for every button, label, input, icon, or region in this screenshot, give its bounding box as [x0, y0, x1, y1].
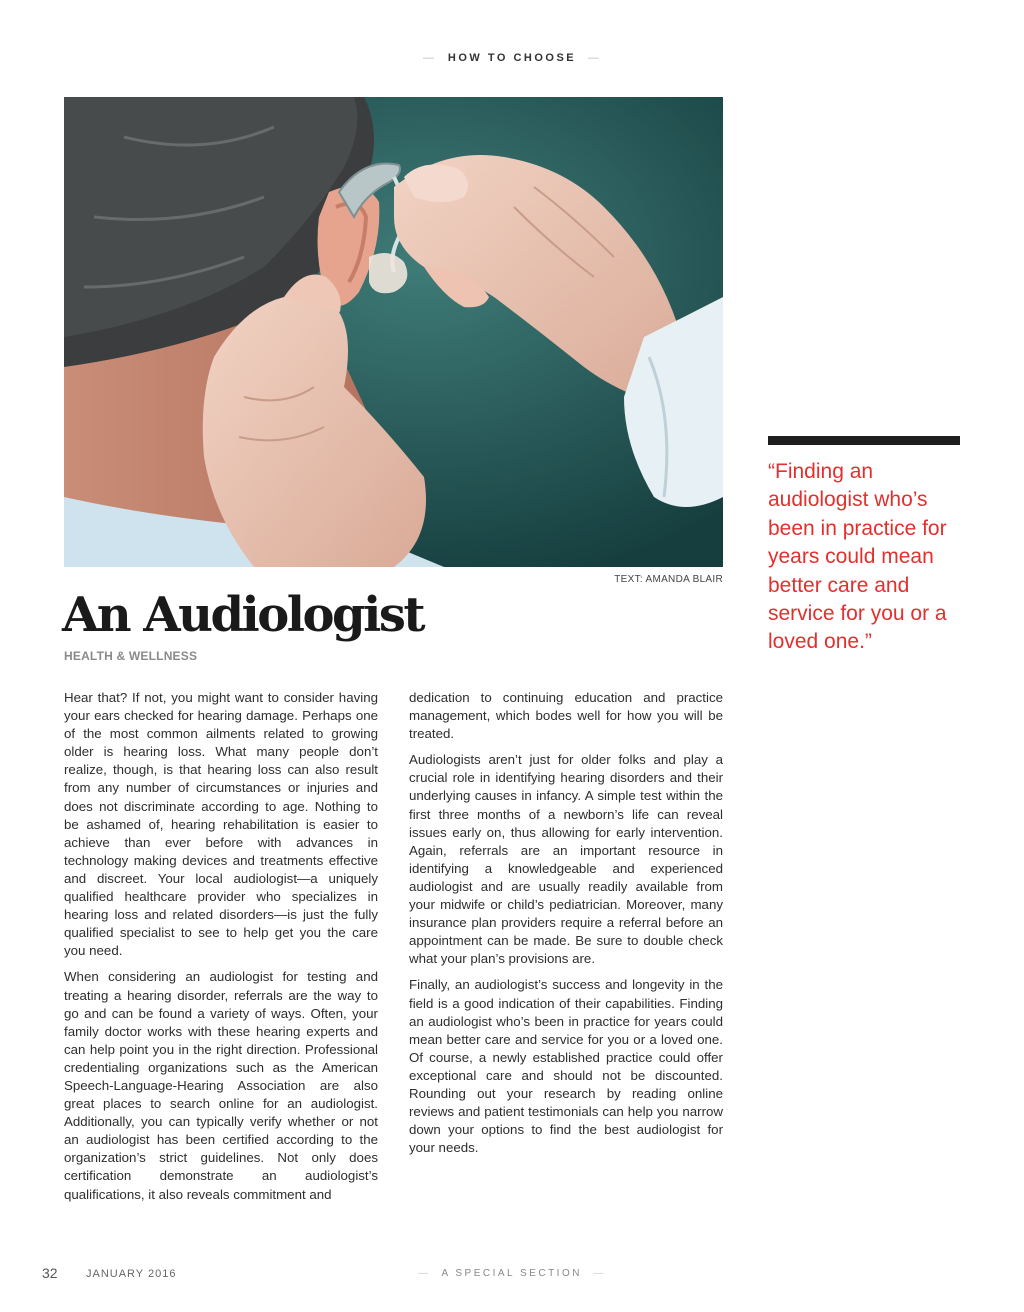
section-header [0, 52, 1024, 64]
pull-quote: “Finding an audiologist who’s been in practice for years could mean better care and service for you or a loved one.” [768, 460, 947, 654]
pull-quote-rule [768, 436, 960, 445]
header-rule-left: — [422, 52, 437, 64]
footer-section-text: A SPECIAL SECTION [441, 1268, 582, 1279]
footer-rule-right: — [593, 1268, 606, 1279]
body-column-right [409, 689, 723, 1165]
body-paragraph: Audiologists aren’t just for older folks and play a crucial role in identifying hearing disorders and their underlying causes in infancy. A simple test within the first three months of a newborn’s life can reveal issues early on, thus allowing for early intervention. Again, referrals are an important resource in identifying a knowledgeable and experienced audiologist and are usually readily available from your midwife or child’s pediatrician. Moreover, many insurance plan providers require a referral before an appointment can be made. Be sure to double check what your plan’s provisions are. [409, 752, 723, 967]
article-title: An Audiologist [62, 587, 424, 643]
body-column-left [64, 689, 378, 1212]
author-credit: TEXT: AMANDA BLAIR [614, 574, 723, 585]
body-paragraph: Hear that? If not, you might want to consider having your ears checked for hearing damage. Perhaps one of the most common ailments related to growing older is hearing loss. What many people don’t realize, though, is that hearing loss can also result from any number of circumstances or injuries and does not discriminate according to age. Nothing to be ashamed of, hearing rehabilitation is easier to achieve than ever before with advances in technology making devices and treatments effective and discreet. Your local audiologist—a uniquely qualified healthcare provider who specializes in hearing loss and related disorders—is just the fully qualified specialist to see to help get you the care you need. [64, 690, 378, 959]
page-number: 32 [42, 1265, 58, 1281]
article-category: HEALTH & WELLNESS [64, 649, 198, 663]
body-paragraph: dedication to continuing education and practice management, which bodes well for how you will be treated. [409, 690, 723, 742]
hero-photo [64, 97, 723, 567]
footer-section-label [0, 1268, 1024, 1279]
header-rule-right: — [587, 52, 602, 64]
section-header-label: HOW TO CHOOSE [447, 52, 577, 64]
body-paragraph: When considering an audiologist for testing and treating a hearing disorder, referrals are the way to go and can be found a variety of ways. Often, your family doctor works with these hearing experts and can help point you in the right direction. Professional credentialing organizations such as the American Speech-Language-Hearing Association are also great places to search online for an audiologist. Additionally, you can typically verify whether or not an audiologist has been certified according to the organization’s strict guidelines. Not only does certification demonstrate an audiologist’s qualifications, it also reveals commitment and [64, 969, 378, 1202]
footer-rule-left: — [418, 1268, 431, 1279]
hearing-aid-fitting-illustration [64, 97, 723, 567]
issue-date: JANUARY 2016 [86, 1268, 177, 1280]
body-paragraph: Finally, an audiologist’s success and longevity in the field is a good indication of their capabilities. Finding an audiologist who’s been in practice for years could mean better care and service for you or a loved one. Of course, a newly established practice could offer exceptional care and should not be discounted. Rounding out your research by reading online reviews and patient testimonials can help you narrow down your options to find the best audiologist for your needs. [409, 977, 723, 1156]
